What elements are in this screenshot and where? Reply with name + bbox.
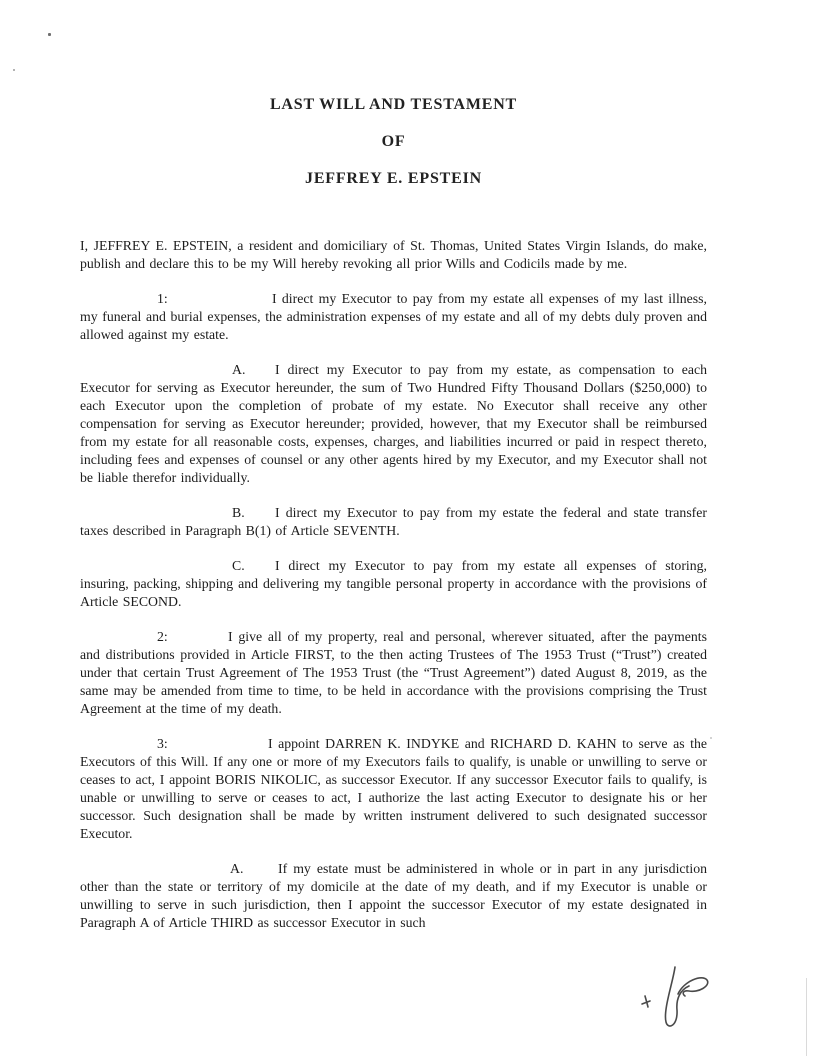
will-page <box>80 96 707 949</box>
scan-speck <box>710 737 712 739</box>
paragraph-label: 2: <box>157 629 168 644</box>
title-line-3: JEFFREY E. EPSTEIN <box>305 170 482 187</box>
paragraph-first-1 <box>80 290 707 344</box>
paragraph-text: I, JEFFREY E. EPSTEIN, a resident and domiciliary of St. Thomas, United States Virgin Islands, do make, publish and declare this to be my Will hereby revoking all prior Wills and Codicils made by me. <box>80 238 707 271</box>
paragraph-intro <box>80 237 707 273</box>
paragraph-text: I appoint DARREN K. INDYKE and RICHARD D. KAHN to serve as the Executors of this Will. If any one or more of my Executors fails to qualify, is unable or unwilling to serve or ceases to act, I appoint BORIS NIKOLIC, as successor Executor. If any successor Executor fails to qualify, is unable or unwilling to serve or ceases to act, I authorize the last acting Executor to designate his or her successor. Such designation shall be made by written instrument delivered to such designated successor Executor. <box>80 736 707 841</box>
paragraph-text: I give all of my property, real and personal, wherever situated, after the payments and distributions provided in Article FIRST, to the then acting Trustees of The 1953 Trust (“Trust”) created under that certain Trust Agreement of The 1953 Trust (the “Trust Agreement”) dated August 8, 2019, as the same may be amended from time to time, to be held in accordance with the provisions comprising the Trust Agreement at the time of my death. <box>80 629 707 716</box>
paragraph-label: 3: <box>157 736 168 751</box>
paragraph-first-3 <box>80 735 707 843</box>
paragraph-text: If my estate must be administered in whole or in part in any jurisdiction other than the state or territory of my domicile at the date of my death, and if my Executor is unable or unwilling to serve in such jurisdiction, then I appoint the successor Executor of my estate designated in Paragraph A of Article THIRD as successor Executor in such <box>80 861 707 930</box>
handwritten-initials-icon <box>628 960 724 1044</box>
paragraph-label: A. <box>232 362 246 377</box>
paragraph-first-1-c <box>80 557 707 611</box>
paragraph-text: I direct my Executor to pay from my estate, as compensation to each Executor for serving as Executor hereunder, the sum of Two Hundred Fifty Thousand Dollars ($250,000) to each Executor upon the completion of probate of my estate. No Executor shall receive any other compensation for serving as Executor hereunder; provided, however, that my Executor shall be reimbursed from my estate for all reasonable costs, expenses, charges, and liabilities incurred or paid in respect thereto, including fees and expenses of counsel or any other agents hired by my Executor, and my Executor shall not be liable therefor individually. <box>80 362 707 485</box>
title-line-2: OF <box>381 133 406 150</box>
document-body <box>80 237 707 932</box>
paragraph-first-1-a <box>80 361 707 487</box>
document-title <box>80 96 707 187</box>
paragraph-label: 1: <box>157 291 168 306</box>
paragraph-first-2 <box>80 628 707 718</box>
scan-speck <box>48 33 51 36</box>
paragraph-first-1-b <box>80 504 707 540</box>
scan-edge-line <box>806 978 807 1056</box>
paragraph-text: I direct my Executor to pay from my estate the federal and state transfer taxes described in Paragraph B(1) of Article SEVENTH. <box>80 505 707 538</box>
paragraph-label: B. <box>232 505 245 520</box>
paragraph-text: I direct my Executor to pay from my estate all expenses of storing, insuring, packing, shipping and delivering my tangible personal property in accordance with the provisions of Article SECOND. <box>80 558 707 609</box>
paragraph-first-3-a <box>80 860 707 932</box>
title-line-1: LAST WILL AND TESTAMENT <box>269 96 518 113</box>
paragraph-label: C. <box>232 558 245 573</box>
scan-speck <box>13 69 15 71</box>
paragraph-label: A. <box>230 861 244 876</box>
paragraph-text: I direct my Executor to pay from my estate all expenses of my last illness, my funeral and burial expenses, the administration expenses of my estate and all of my debts duly proven and allowed against my estate. <box>80 291 707 342</box>
